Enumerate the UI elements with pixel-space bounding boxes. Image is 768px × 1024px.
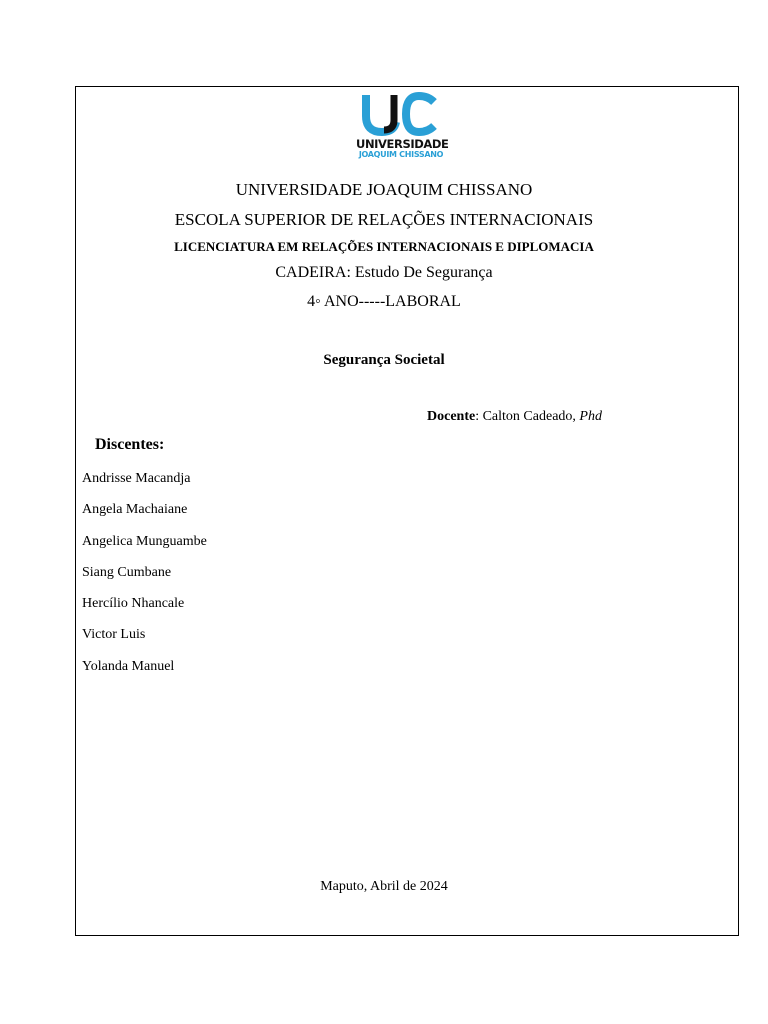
docente-line (427, 409, 602, 425)
university-logo (356, 92, 449, 160)
logo-text-joaquim-chissano: JOAQUIM CHISSANO (358, 150, 444, 159)
list-item: Andrisse Macandja (82, 471, 191, 486)
docente-title: Phd (579, 409, 602, 424)
place-date: Maputo, Abril de 2024 (320, 879, 448, 894)
year-level: 4◦ ANO-----LABORAL (307, 293, 461, 310)
list-item: Angela Machaiane (82, 502, 188, 518)
list-item: Yolanda Manuel (82, 658, 175, 674)
document-title: Segurança Societal (323, 352, 445, 368)
students-list (82, 470, 207, 689)
list-item: Angelica Munguambe (82, 533, 207, 549)
list-item: Siang Cumbane (82, 564, 172, 580)
logo-text-universidade: UNIVERSIDADE (356, 137, 449, 151)
ujc-logo-mark-icon (356, 92, 446, 136)
docente-separator: : (475, 409, 483, 424)
school-name: ESCOLA SUPERIOR DE RELAÇÕES INTERNACIONAIS (174, 210, 594, 229)
list-item: Hercílio Nhancale (82, 596, 185, 612)
course-name: CADEIRA: Estudo De Segurança (275, 264, 493, 281)
university-name: UNIVERSIDADE JOAQUIM CHISSANO (235, 180, 533, 199)
docente-name: Calton Cadeado, (482, 409, 580, 424)
degree-name: LICENCIATURA EM RELAÇÕES INTERNACIONAIS E DIPLOMACIA (174, 239, 594, 254)
docente-label: Docente (427, 409, 476, 424)
list-item: Victor Luis (82, 627, 146, 643)
discentes-heading: Discentes: (95, 436, 165, 453)
